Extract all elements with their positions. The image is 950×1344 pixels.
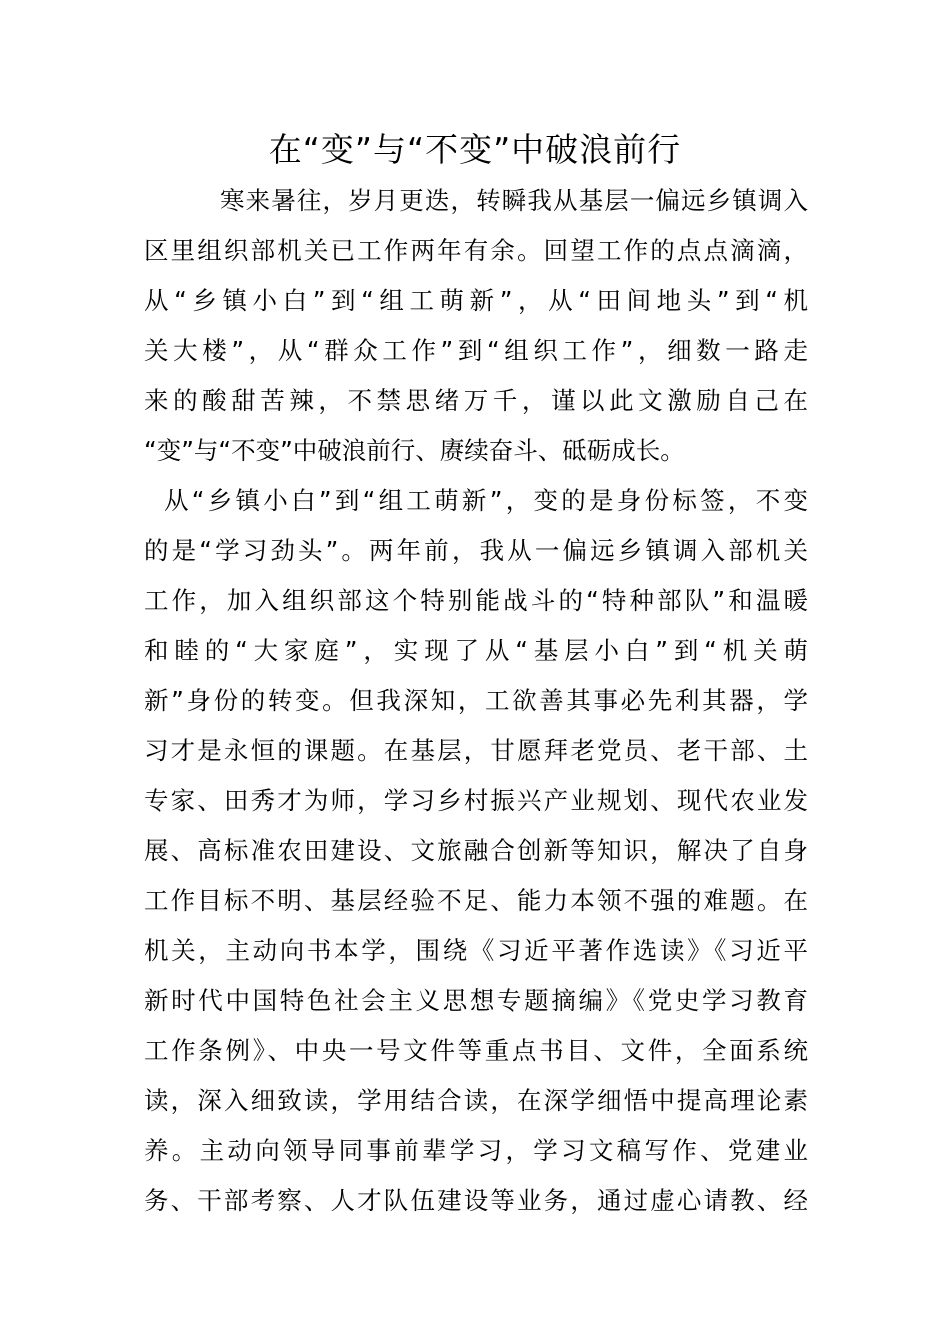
document-body	[144, 176, 808, 1226]
paragraph-1	[144, 176, 808, 476]
text-line: 和睦的“大家庭”，实现了从“基层小白”到“机关萌	[144, 636, 808, 665]
text-line: 养。主动向领导同事前辈学习，学习文稿写作、党建业	[144, 1136, 808, 1165]
text-line: 新时代中国特色社会主义思想专题摘编》《党史学习教育	[144, 986, 808, 1015]
text-line: 读，深入细致读，学用结合读，在深学细悟中提高理论素	[144, 1086, 808, 1115]
text-line: 习才是永恒的课题。在基层，甘愿拜老党员、老干部、土	[144, 736, 808, 765]
text-line: 从“乡镇小白”到“组工萌新”，从“田间地头”到“机	[144, 286, 808, 315]
text-line: 工作条例》、中央一号文件等重点书目、文件，全面系统	[144, 1036, 808, 1065]
text-line: 区里组织部机关已工作两年有余。回望工作的点点滴滴，	[144, 236, 808, 265]
text-line: 工作目标不明、基层经验不足、能力本领不强的难题。在	[144, 886, 808, 915]
text-line: 寒来暑往，岁月更迭，转瞬我从基层一偏远乡镇调入	[220, 186, 808, 215]
document-title: 在“变”与“不变”中破浪前行	[268, 130, 682, 169]
text-line: 从“乡镇小白”到“组工萌新”，变的是身份标签，不变	[164, 486, 808, 515]
text-line: 的是“学习劲头”。两年前，我从一偏远乡镇调入部机关	[144, 536, 808, 565]
text-line: 展、高标准农田建设、文旅融合创新等知识，解决了自身	[144, 836, 808, 865]
text-line: 来的酸甜苦辣，不禁思绪万千，谨以此文激励自己在	[144, 386, 808, 415]
paragraph-2	[144, 476, 808, 1226]
text-line: “变”与“不变”中破浪前行、赓续奋斗、砥砺成长。	[144, 436, 685, 465]
text-line: 工作，加入组织部这个特别能战斗的“特种部队”和温暖	[144, 586, 808, 615]
text-line: 新”身份的转变。但我深知，工欲善其事必先利其器，学	[144, 686, 808, 715]
text-line: 机关，主动向书本学，围绕《习近平著作选读》《习近平	[144, 936, 808, 965]
text-line: 专家、田秀才为师，学习乡村振兴产业规划、现代农业发	[144, 786, 808, 815]
text-line: 关大楼”，从“群众工作”到“组织工作”，细数一路走	[144, 336, 808, 365]
text-line: 务、干部考察、人才队伍建设等业务，通过虚心请教、经	[144, 1186, 808, 1215]
